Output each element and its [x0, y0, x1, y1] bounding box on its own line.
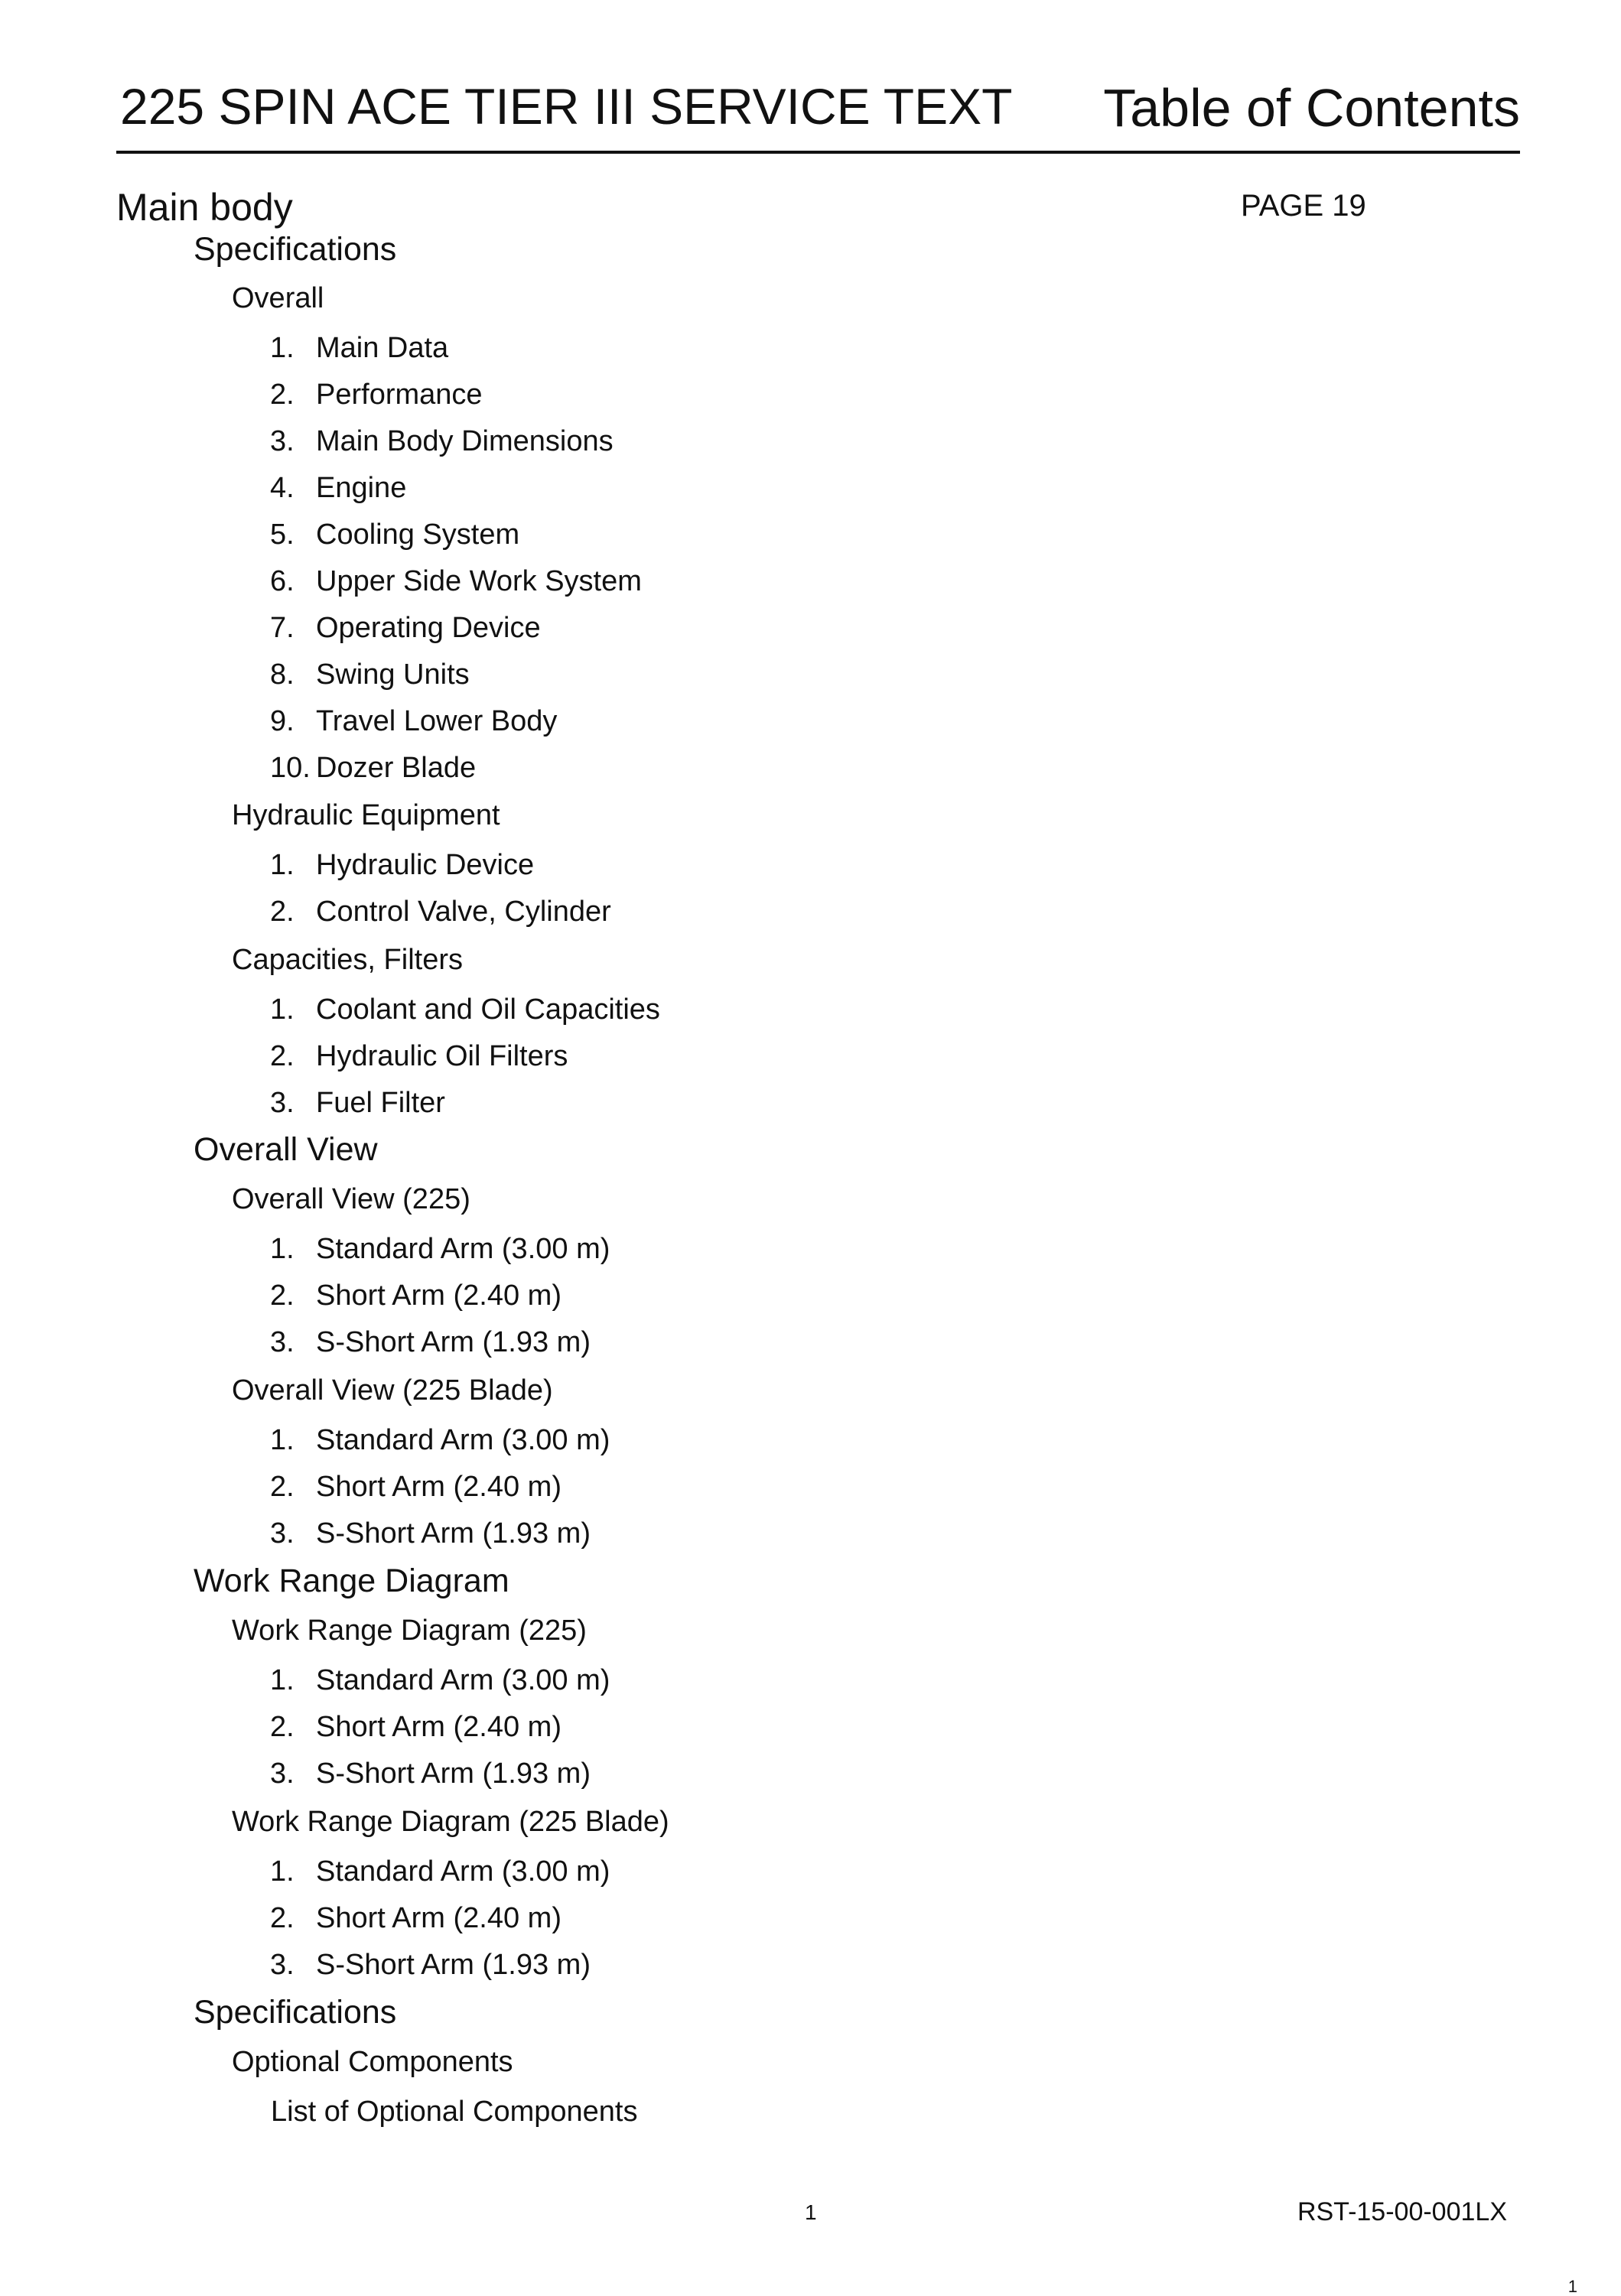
item-label: Hydraulic Oil Filters — [316, 1040, 568, 1072]
toc-overall-item[interactable] — [270, 753, 476, 782]
toc-overall-item[interactable] — [270, 567, 642, 596]
toc-hydraulic-item[interactable] — [270, 850, 534, 880]
toc-optional-components[interactable]: Optional Components — [232, 2046, 513, 2078]
item-label: Cooling System — [316, 519, 520, 551]
toc-overall-view-225-blade[interactable]: Overall View (225 Blade) — [232, 1374, 553, 1407]
header-rule — [116, 151, 1520, 154]
toc-overall-item[interactable] — [270, 660, 470, 689]
item-number: 1. — [270, 1855, 295, 1888]
toc-overall-item[interactable] — [270, 473, 406, 502]
toc-overall-item[interactable] — [270, 707, 557, 736]
toc-work-range-225-blade-item[interactable] — [270, 1904, 561, 1933]
item-label: S-Short Arm (1.93 m) — [316, 1949, 591, 1981]
item-number: 10. — [270, 752, 311, 784]
item-label: Main Body Dimensions — [316, 425, 614, 457]
item-number: 9. — [270, 705, 295, 737]
item-number: 2. — [270, 1902, 295, 1934]
item-number: 3. — [270, 1326, 295, 1358]
toc-work-range-225-blade[interactable]: Work Range Diagram (225 Blade) — [232, 1806, 669, 1838]
toc-work-range-225-item[interactable] — [270, 1759, 591, 1788]
toc-hydraulic-item[interactable] — [270, 897, 611, 926]
corner-page-number: 1 — [1567, 2277, 1577, 2296]
item-label: Standard Arm (3.00 m) — [316, 1424, 610, 1456]
item-number: 2. — [270, 1280, 295, 1312]
item-label: S-Short Arm (1.93 m) — [316, 1326, 591, 1358]
item-number: 2. — [270, 896, 295, 928]
footer-page-number: 1 — [805, 2200, 817, 2224]
toc-overall-view-225[interactable]: Overall View (225) — [232, 1183, 470, 1215]
item-label: Engine — [316, 472, 407, 504]
item-number: 5. — [270, 519, 295, 551]
page-reference: PAGE 19 — [1241, 189, 1366, 223]
toc-list-optional-components[interactable]: List of Optional Components — [271, 2096, 638, 2128]
item-label: Main Data — [316, 332, 449, 364]
item-label: Short Arm (2.40 m) — [316, 1902, 561, 1934]
toc-capacities-item[interactable] — [270, 995, 660, 1024]
item-number: 1. — [270, 849, 295, 881]
item-label: Coolant and Oil Capacities — [316, 994, 660, 1026]
item-label: Upper Side Work System — [316, 565, 642, 597]
toc-specifications[interactable]: Specifications — [194, 231, 397, 268]
item-number: 1. — [270, 994, 295, 1026]
toc-capacities-filters[interactable]: Capacities, Filters — [232, 944, 463, 976]
item-number: 2. — [270, 1040, 295, 1072]
item-label: Short Arm (2.40 m) — [316, 1280, 561, 1312]
item-number: 2. — [270, 1471, 295, 1503]
item-label: Performance — [316, 379, 483, 411]
item-label: Standard Arm (3.00 m) — [316, 1233, 610, 1265]
item-label: S-Short Arm (1.93 m) — [316, 1758, 591, 1790]
item-number: 1. — [270, 332, 295, 364]
item-label: Dozer Blade — [316, 752, 477, 784]
item-number: 6. — [270, 565, 295, 597]
toc-overall-item[interactable] — [270, 333, 448, 363]
item-number: 2. — [270, 1711, 295, 1743]
toc-section-main-body[interactable]: Main body — [116, 186, 293, 229]
toc-capacities-item[interactable] — [270, 1088, 445, 1117]
toc-overall-item[interactable] — [270, 613, 541, 642]
item-number: 3. — [270, 425, 295, 457]
item-label: Swing Units — [316, 659, 470, 691]
toc-hydraulic-equipment[interactable]: Hydraulic Equipment — [232, 799, 500, 831]
page-heading: Table of Contents — [1103, 78, 1520, 138]
item-number: 3. — [270, 1758, 295, 1790]
item-number: 3. — [270, 1087, 295, 1119]
toc-overall-item[interactable] — [270, 520, 519, 549]
toc-overall-view[interactable]: Overall View — [194, 1131, 378, 1168]
toc-overall-item[interactable] — [270, 427, 614, 456]
item-label: Control Valve, Cylinder — [316, 896, 611, 928]
item-label: Standard Arm (3.00 m) — [316, 1855, 610, 1888]
toc-overall-view-225-blade-item[interactable] — [270, 1519, 591, 1548]
footer-document-code: RST-15-00-001LX — [1297, 2197, 1507, 2226]
toc-work-range-diagram[interactable]: Work Range Diagram — [194, 1563, 509, 1599]
item-label: Fuel Filter — [316, 1087, 445, 1119]
toc-overall[interactable]: Overall — [232, 282, 324, 314]
toc-work-range-225[interactable]: Work Range Diagram (225) — [232, 1615, 587, 1647]
toc-overall-view-225-item[interactable] — [270, 1281, 561, 1310]
item-number: 4. — [270, 472, 295, 504]
item-label: S-Short Arm (1.93 m) — [316, 1517, 591, 1550]
item-number: 8. — [270, 659, 295, 691]
item-label: Standard Arm (3.00 m) — [316, 1664, 610, 1696]
toc-work-range-225-item[interactable] — [270, 1666, 610, 1695]
toc-overall-view-225-item[interactable] — [270, 1328, 591, 1357]
item-label: Hydraulic Device — [316, 849, 535, 881]
item-number: 1. — [270, 1233, 295, 1265]
item-label: Travel Lower Body — [316, 705, 558, 737]
toc-work-range-225-blade-item[interactable] — [270, 1857, 610, 1886]
toc-overall-item[interactable] — [270, 380, 483, 409]
item-label: Operating Device — [316, 612, 541, 644]
item-number: 7. — [270, 612, 295, 644]
item-number: 3. — [270, 1949, 295, 1981]
item-number: 1. — [270, 1424, 295, 1456]
item-label: Short Arm (2.40 m) — [316, 1471, 561, 1503]
item-label: Short Arm (2.40 m) — [316, 1711, 561, 1743]
toc-overall-view-225-blade-item[interactable] — [270, 1426, 610, 1455]
page-title: 225 SPIN ACE TIER III SERVICE TEXT — [120, 78, 1013, 135]
toc-overall-view-225-blade-item[interactable] — [270, 1472, 561, 1501]
toc-work-range-225-blade-item[interactable] — [270, 1950, 591, 1979]
toc-work-range-225-item[interactable] — [270, 1712, 561, 1742]
toc-specifications-2[interactable]: Specifications — [194, 1994, 397, 2031]
item-number: 1. — [270, 1664, 295, 1696]
toc-overall-view-225-item[interactable] — [270, 1234, 610, 1263]
item-number: 3. — [270, 1517, 295, 1550]
item-number: 2. — [270, 379, 295, 411]
toc-capacities-item[interactable] — [270, 1042, 568, 1071]
